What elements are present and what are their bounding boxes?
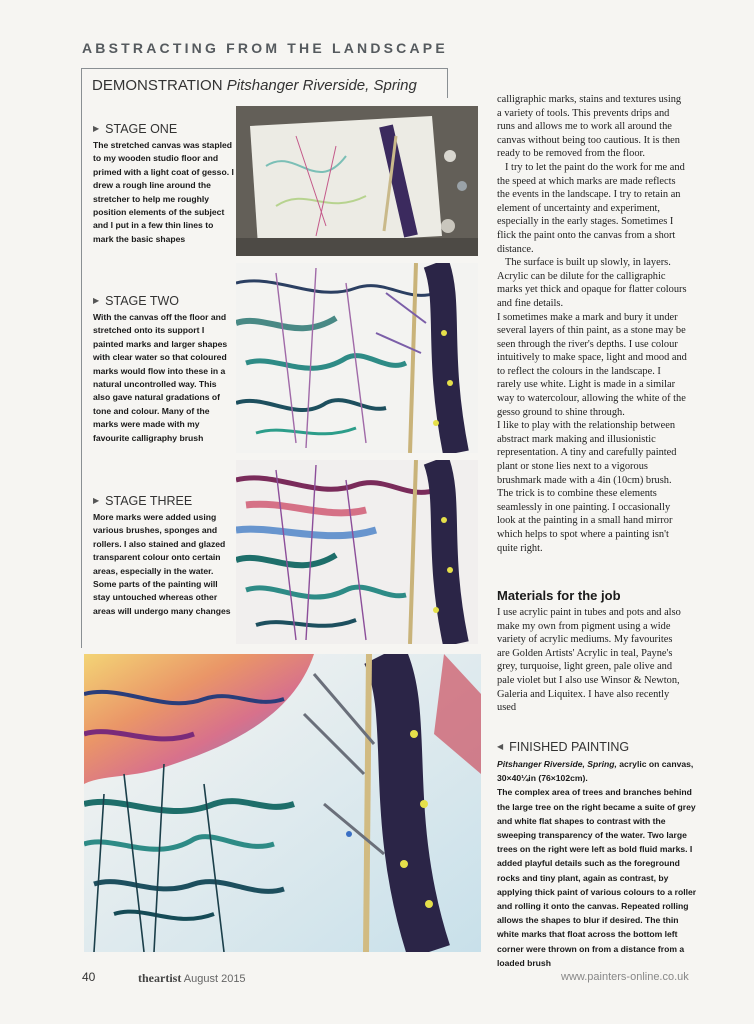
play-arrow-left-icon: ◀ [497, 742, 504, 751]
play-arrow-icon: ▶ [93, 496, 100, 505]
materials-heading: Materials for the job [497, 588, 621, 603]
stage-body: More marks were added using various brushes, sponges and rollers. I also stained and glazed transparent colour onto certain areas, especially in the water. Some parts of the painting will stay untouched whereas other areas will undergo many changes [93, 512, 231, 616]
materials-body [497, 606, 687, 715]
article-paragraph: The surface is built up slowly, in layers. Acrylic can be dilute for the calligraphic marks yet thick and opaque for flatter colours and fine details. [497, 257, 687, 309]
stage-two [93, 294, 235, 445]
stage-heading: ▶ STAGE THREE [93, 494, 193, 508]
finished-caption [497, 757, 697, 970]
stage-three [93, 494, 235, 618]
stage-one-image [236, 106, 478, 256]
website-url: www.painters-online.co.uk [561, 971, 689, 983]
finished-painting-image [84, 654, 481, 952]
article-paragraph: I try to let the paint do the work for me and the speed at which marks are made reflects the events in the landscape. I try to retain an element of uncertainty and experiment, especially in the early stages. Sometimes I flick the paint onto the canvas from a short distance. [497, 161, 685, 255]
issue-date: August 2015 [183, 973, 246, 985]
article-paragraph: I sometimes make a mark and bury it under several layers of thin paint, as a stone may be seen through the river's depths. I use colour intuitively to make space, light and mood and to reflect the colours in the landscape. I rarely use white. Light is made in a similar way to watercolour, allowing the white of the gesso ground to shine through. [497, 311, 687, 418]
article-paragraph: calligraphic marks, stains and textures using a variety of tools. This prevents drips and runs and allows me to work all around the canvas without being too cautious. It is then ready to be removed from the floor. [497, 94, 682, 160]
stage-two-image [236, 263, 478, 453]
finished-heading: ◀ FINISHED PAINTING [497, 740, 630, 754]
stage-one [93, 122, 235, 246]
stage-body: With the canvas off the floor and stretched onto its support I painted marks and larger shapes with clear water so that coloured marks would flow into these in a natural uncontrolled way. This also gave natural gradations of tone and colour. Many of the marks were made with my favourite calligraphy brush [93, 312, 228, 443]
finished-medium: acrylic on canvas, [619, 759, 694, 769]
article-body [497, 93, 687, 555]
play-arrow-icon: ▶ [93, 124, 100, 133]
play-arrow-icon: ▶ [93, 296, 100, 305]
finished-description: The complex area of trees and branches behind the large tree on the right became a suite of grey and white flat shapes to contrast with the sweeping transparency of the water. Two large trees on the right were left as bold fluid marks. I added playful details such as the foreground rocks and tiny plant, again as contrast, by applying thick paint of various colours to a roller and rolling it onto the canvas. Repeated rolling allows the shapes to blur if desired. The thin white marks that float across the bottom left corner were thrown on from a distance from a loaded brush [497, 787, 697, 968]
materials-paragraph: I use acrylic paint in tubes and pots and also make my own from pigment using a wide variety of acrylic mediums. My favourites are Golden Artists' Acrylic in teal, Payne's grey, turquoise, light green, pale olive and pale violet but I also use Winsor & Newton, Galeria and Liquitex. I have also recently used [497, 607, 681, 714]
article-paragraph: I like to play with the relationship between abstract mark making and illusionistic representation. A tiny and carefully painted plant or stone lies next to a vigorous brushmark made with a 4in (10cm) brush. The trick is to combine these elements seamlessly in one painting. I occasionally look at the painting in a small hand mirror which helps to spot where a painting isn't quite right. [497, 420, 677, 554]
stage-three-image [236, 460, 478, 644]
stage-heading: ▶ STAGE ONE [93, 122, 178, 136]
stage-heading: ▶ STAGE TWO [93, 294, 180, 308]
section-header: ABSTRACTING FROM THE LANDSCAPE [82, 40, 448, 56]
painting-title: Pitshanger Riverside, Spring [226, 77, 417, 94]
magazine-credit [138, 971, 246, 986]
magazine-logo: theartist [138, 971, 182, 985]
demonstration-label: DEMONSTRATION [92, 77, 223, 94]
divider [81, 98, 82, 648]
stage-body: The stretched canvas was stapled to my wooden studio floor and primed with a light coat of gesso. I drew a rough line around the stretcher to help me roughly position elements of the subject and I put in a few thin lines to mark the basic shapes [93, 140, 234, 244]
finished-title: Pitshanger Riverside, Spring, [497, 759, 617, 769]
finished-size: 30×40¼in (76×102cm). [497, 773, 588, 784]
demonstration-title [92, 77, 417, 94]
page-number: 40 [82, 970, 96, 984]
